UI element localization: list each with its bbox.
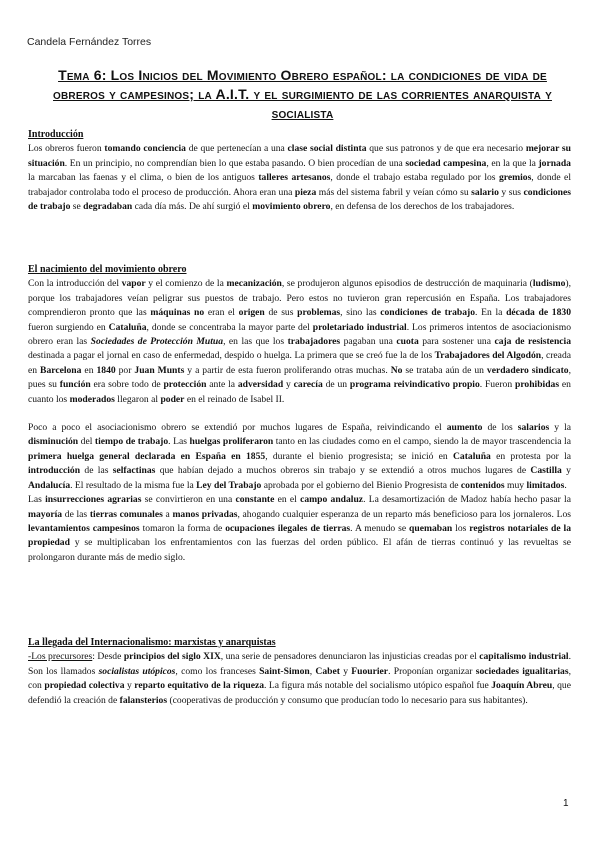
text-run: tiempo de trabajo [94, 436, 169, 448]
section-heading: La llegada del Internacionalismo: marxistas y anarquistas [28, 637, 276, 648]
text-run: gremios [498, 172, 532, 184]
text-run: Saint-Simon [259, 665, 310, 677]
section-heading: El nacimiento del movimiento obrero [28, 264, 187, 275]
section-nacimiento [28, 263, 571, 565]
text-run: Cataluña [452, 450, 491, 462]
section-introduccion [28, 128, 571, 214]
paragraph: Los obreros fueron tomando conciencia de que pertenecían a una clase social distinta que sus patronos y de que era necesario mejorar su situación. En un principio, no comprendían bien lo que estaba pasando. O bien procedían de una sociedad campesina, en la que la jornada la marcaban las faenas y el clima, o bien de los antiguos talleres artesanos, donde el trabajo estaba regulado por los gremios, donde el trabajador controlaba todo el proceso de producción. Ahora eran una pieza más del sistema fabril y veían cómo su salario y sus condiciones de trabajo se degradaban cada día más. De ahí surgió el movimiento obrero, en defensa de los derechos de los trabajadores. [28, 143, 571, 213]
text-run: primera huelga general declarada en España en 1855 [28, 450, 266, 462]
text-run: cuota [396, 336, 419, 348]
text-run: década de 1830 [506, 307, 571, 319]
text-run: caja de resistencia [494, 336, 571, 348]
text-run: Trabajadores del Algodón [434, 350, 542, 362]
text-run: vapor [121, 278, 146, 290]
text-run: capitalismo industrial [479, 651, 569, 663]
text-run: degradaban [83, 201, 133, 213]
page-number: 1 [563, 798, 569, 809]
text-run: protección [163, 379, 207, 391]
text-run: movimiento obrero [252, 201, 331, 213]
text-run: talleres artesanos [258, 172, 331, 184]
text-run: Ley del Trabajo [196, 479, 262, 491]
text-run: programa reivindicativo propio [349, 379, 480, 391]
text-run: Barcelona [40, 364, 82, 376]
section-heading: Introducción [28, 129, 84, 140]
text-run: campo andaluz [300, 494, 364, 506]
text-run: principios del siglo XIX [123, 651, 221, 663]
text-run: ludismo [532, 278, 566, 290]
text-run: jornada [538, 157, 571, 169]
paragraph: Con la introducción del vapor y el comienzo de la mecanización, se produjeron algunos episodios de destrucción de maquinaria (ludismo), porque los trabajadores veían peligrar sus puestos de trabajo. Pero estos no tuvieron gran repercusión en España. Los trabajadores comprendieron pronto que las máquinas no eran el origen de sus problemas, sino las condiciones de trabajo. En la década de 1830 fueron surgiendo en Cataluña, donde se concentraba la mayor parte del proletariado industrial. Los primeros intentos de asociacionismo obrero eran las Sociedades de Protección Mutua, en las que los trabajadores pagaban una cuota para sostener una caja de resistencia destinada a pagar el jornal en caso de enfermedad, despido o huelga. La primera que se creó fue la de los Trabajadores del Algodón, creada en Barcelona en 1840 por Juan Munts y a partir de esta fueron proliferando otras muchas. No se trataba aún de un verdadero sindicato, pues su función era sobre todo de protección ante la adversidad y carecía de un programa reivindicativo propio. Fueron prohibidas en cuanto los moderados llegaron al poder en el reinado de Isabel II. [28, 278, 571, 405]
text-run: verdadero sindicato [486, 364, 569, 376]
text-run: Joaquín Abreu [491, 680, 553, 692]
document-title: Tema 6: Los Inicios del Movimiento Obrero español: la condiciones de vida de obreros y campesinos; la A.I.T. y el surgimiento de las corrientes anarquista y socialista [53, 67, 552, 121]
text-run: función [59, 379, 91, 391]
text-run: origen [238, 307, 265, 319]
text-run: introducción [28, 465, 81, 477]
text-run: insurrecciones agrarias [45, 494, 142, 506]
text-run: quemaban [409, 522, 453, 534]
text-run: prohibidas [514, 379, 560, 391]
text-run: poder [160, 393, 185, 405]
text-run: manos privadas [172, 508, 238, 520]
text-run: mejorar su situación [28, 143, 571, 169]
text-run: tomando conciencia [104, 143, 186, 155]
text-run: Cabet [315, 665, 340, 677]
text-run: registros notariales de la propiedad [28, 522, 571, 549]
paragraph: Las insurrecciones agrarias se convirtieron en una constante en el campo andaluz. La desamortización de Madoz había hecho pasar la mayoría de las tierras comunales a manos privadas, ahogando cualquier esperanza de un reparto más beneficioso para los jornaleros. Los levantamientos campesinos tomaron la forma de ocupaciones ilegales de tierras. A menudo se quemaban los registros notariales de la propiedad y se multiplicaban los enfrentamientos con las fuerzas del orden público. El afán de tierras continuó y las revueltas se prolongaron durante más de medio siglo. [28, 494, 571, 563]
text-run: trabajadores [287, 336, 341, 348]
text-run: aumento [446, 422, 483, 434]
text-run: constante [235, 494, 275, 506]
text-run: mecanización [226, 278, 282, 290]
text-run: tierras comunales [89, 508, 163, 520]
text-run: propiedad colectiva [44, 680, 125, 692]
text-run: limitados [526, 479, 565, 491]
text-run: Cataluña [108, 321, 147, 333]
paragraph: -Los precursores: Desde principios del siglo XIX, una serie de pensadores denunciaron las injusticias creadas por el capitalismo industrial. Son los llamados socialistas utópicos, como los franceses Saint-Simon, Cabet y Fuourier. Proponían organizar sociedades igualitarias, con propiedad colectiva y reparto equitativo de la riqueza. La figura más notable del socialismo utópico español fue Joaquín Abreu, que defendió la creación de falansterios (cooperativas de producción y consumo que producían todo lo necesario para sus habitantes). [28, 651, 571, 706]
text-run: reparto equitativo de la riqueza [134, 680, 265, 692]
text-run: Fuourier [351, 665, 389, 677]
text-run: contenidos [460, 479, 505, 491]
text-run: sociedad campesina [405, 157, 487, 169]
text-run: -Los precursores [28, 651, 93, 663]
text-run: disminución [28, 436, 79, 448]
text-run: Sociedades de Protección Mutua [90, 336, 224, 348]
text-run: No [390, 364, 403, 376]
text-run: 1840 [96, 364, 116, 376]
text-run: socialistas utópicos [98, 665, 176, 677]
text-run: selfactinas [112, 465, 156, 477]
author-name: Candela Fernández Torres [27, 36, 152, 48]
text-run: máquinas no [150, 307, 205, 319]
text-run: carecía [293, 379, 323, 391]
text-run: salarios [517, 422, 550, 434]
text-run: Juan Munts [134, 364, 185, 376]
text-run: Andalucía [28, 479, 71, 491]
text-run: falansterios [119, 694, 168, 706]
text-run: condiciones de trabajo [28, 186, 571, 213]
text-run: adversidad [237, 379, 284, 391]
text-run: mayoría [28, 508, 63, 520]
text-run: pieza [294, 186, 317, 198]
text-run: proletariado industrial [312, 321, 407, 333]
text-run: clase social distinta [287, 143, 367, 155]
text-run: huelgas proliferaron [189, 436, 274, 448]
text-run: condiciones de trabajo [380, 307, 476, 319]
text-run: problemas [297, 307, 341, 319]
text-run: sociedades igualitarias [475, 665, 569, 677]
text-run: Castilla [530, 465, 562, 477]
section-internacionalismo [28, 636, 571, 708]
text-run: ocupaciones ilegales de tierras [225, 522, 351, 534]
text-run: levantamientos campesinos [28, 522, 140, 534]
paragraph: Poco a poco el asociacionismo obrero se extendió por muchos lugares de España, reivindicando el aumento de los salarios y la disminución del tiempo de trabajo. Las huelgas proliferaron tanto en las ciudades como en el campo, siendo la de mayor trascendencia la primera huelga general declarada en España en 1855, durante el bienio progresista; se inició en Cataluña en protesta por la introducción de las selfactinas que habían dejado a muchos obreros sin trabajo y se extendió a otros muchos lugares de Castilla y Andalucía. El resultado de la misma fue la Ley del Trabajo aprobada por el gobierno del Bienio Progresista de contenidos muy limitados. [28, 422, 572, 491]
text-run: salario [471, 186, 499, 198]
text-run: moderados [69, 393, 115, 405]
